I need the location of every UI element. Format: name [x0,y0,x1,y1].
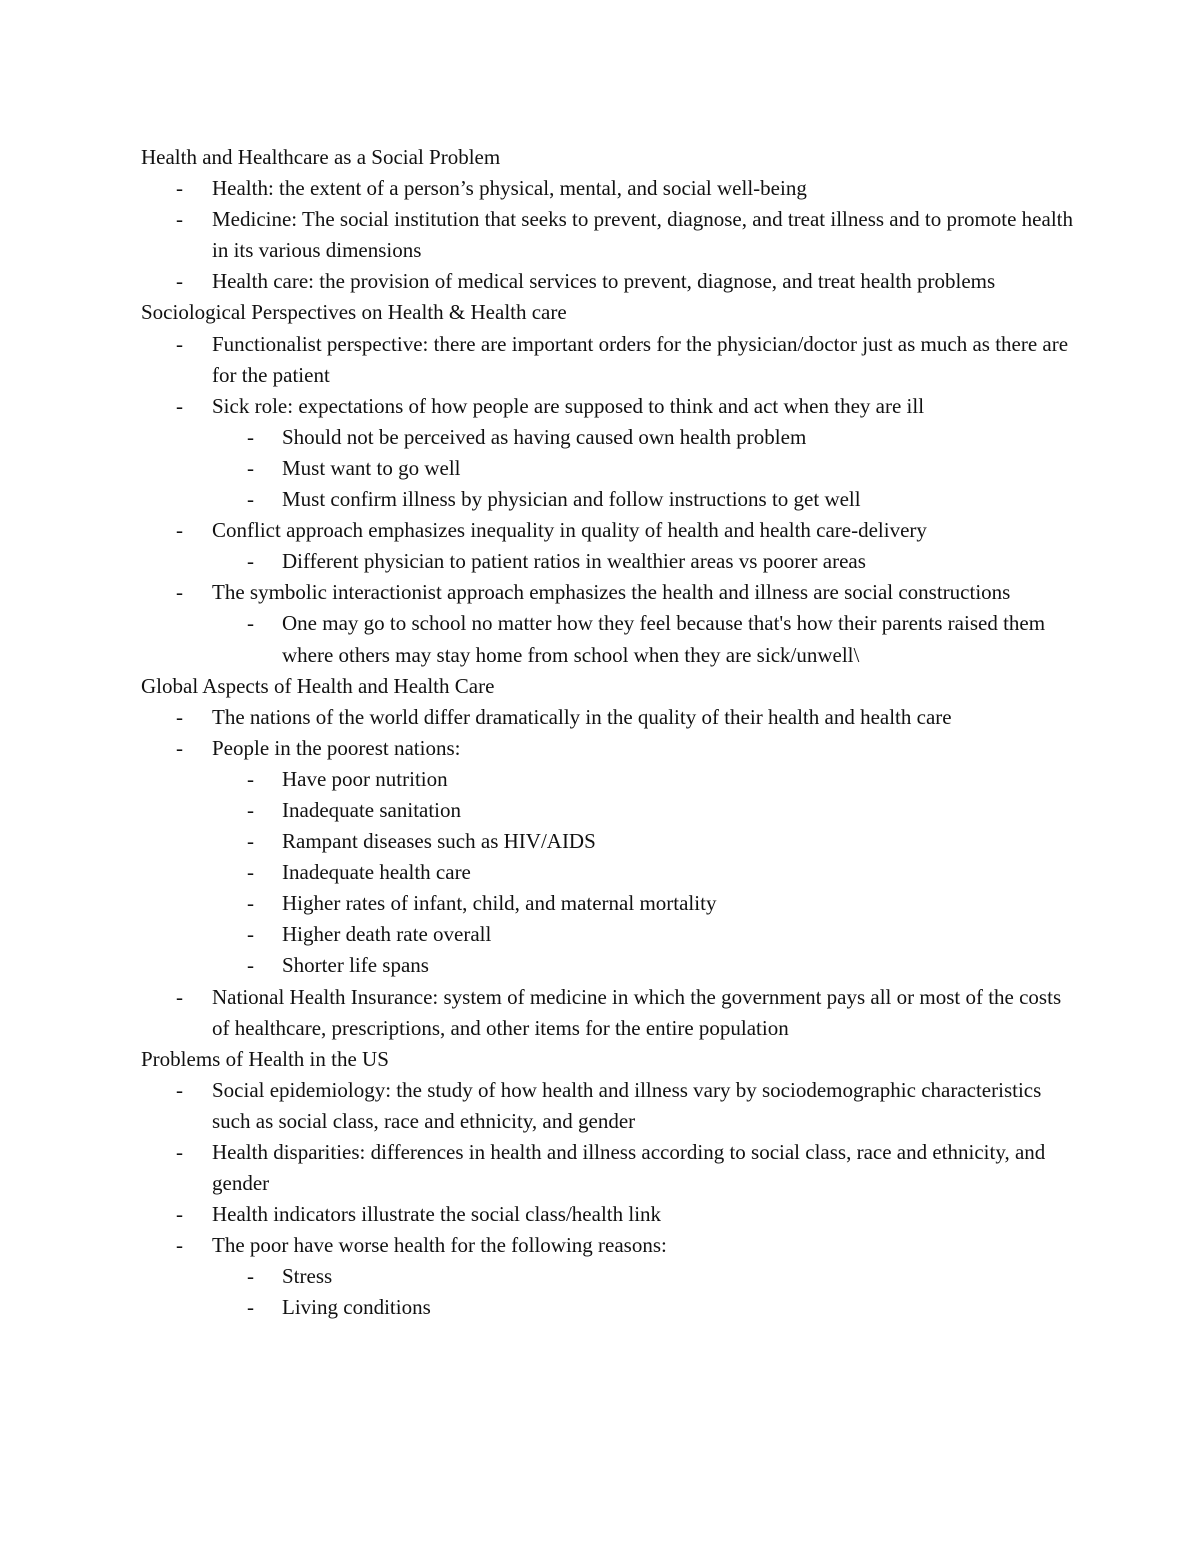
sub-list-item [141,826,1081,857]
list-item-text: Health care: the provision of medical services to prevent, diagnose, and treat health problems [212,269,996,294]
dash-bullet-icon: - [247,829,254,854]
dash-bullet-icon: - [176,735,183,760]
list-item [141,1230,1081,1261]
list-item-text: Have poor nutrition [282,766,448,791]
section [141,671,1081,1044]
list-item [141,329,1081,391]
list-item-text: Inadequate health care [282,860,471,885]
sub-list-item [141,422,1081,453]
sub-list-item [141,857,1081,888]
list-item-text: Health disparities: differences in health and illness according to social class, race and ethnicity, and gender [212,1140,1046,1196]
section-heading: Global Aspects of Health and Health Care [141,673,495,698]
dash-bullet-icon: - [247,1264,254,1289]
section-heading: Sociological Perspectives on Health & Health care [141,300,567,325]
list-item-text: Medicine: The social institution that seeks to prevent, diagnose, and treat illness and to promote health in its various dimensions [212,207,1073,263]
list-item-text: Rampant diseases such as HIV/AIDS [282,829,596,854]
list-item-text: The poor have worse health for the following reasons: [212,1233,667,1258]
dash-bullet-icon: - [247,1295,254,1320]
list-item-text: Higher rates of infant, child, and maternal mortality [282,891,717,916]
dash-bullet-icon: - [176,704,183,729]
list-item [141,733,1081,764]
list-item-text: Must confirm illness by physician and follow instructions to get well [282,487,861,512]
sub-list-item [141,950,1081,981]
list-item [141,204,1081,266]
sub-list-item [141,1261,1081,1292]
dash-bullet-icon: - [176,393,183,418]
list-item-text: The nations of the world differ dramatically in the quality of their health and health care [212,704,952,729]
list-item-text: Social epidemiology: the study of how health and illness vary by sociodemographic characteristics such as social class, race and ethnicity, and gender [212,1077,1042,1133]
list-item-text: Inadequate sanitation [282,797,462,822]
list-item-text: National Health Insurance: system of medicine in which the government pays all or most of the costs of healthcare, prescriptions, and other items for the entire population [212,984,1062,1040]
section [141,142,1081,297]
sub-list-item [141,764,1081,795]
sub-list-item [141,919,1081,950]
dash-bullet-icon: - [247,487,254,512]
section-heading: Health and Healthcare as a Social Problem [141,145,501,169]
dash-bullet-icon: - [176,518,183,543]
dash-bullet-icon: - [176,580,183,605]
dash-bullet-icon: - [176,1077,183,1102]
sub-list-item [141,484,1081,515]
dash-bullet-icon: - [247,953,254,978]
list-item-text: Conflict approach emphasizes inequality in quality of health and health care-delivery [212,518,927,543]
list-item [141,173,1081,204]
dash-bullet-icon: - [176,1202,183,1227]
sub-list-item [141,795,1081,826]
list-item [141,391,1081,422]
section [141,297,1081,670]
list-item [141,1137,1081,1199]
dash-bullet-icon: - [247,611,254,636]
list-item [141,1075,1081,1137]
list-item [141,1199,1081,1230]
dash-bullet-icon: - [247,455,254,480]
list-item-text: Stress [282,1264,333,1289]
sub-list-item [141,453,1081,484]
list-item-text: Sick role: expectations of how people are supposed to think and act when they are ill [212,393,925,418]
dash-bullet-icon: - [247,860,254,885]
section-heading: Problems of Health in the US [141,1046,389,1071]
document-body [141,142,1081,1324]
dash-bullet-icon: - [247,766,254,791]
list-item-text: Different physician to patient ratios in wealthier areas vs poorer areas [282,549,866,574]
dash-bullet-icon: - [247,424,254,449]
list-item-text: Shorter life spans [282,953,429,978]
list-item-text: Should not be perceived as having caused own health problem [282,424,807,449]
dash-bullet-icon: - [176,331,183,356]
list-item-text: Living conditions [282,1295,431,1320]
section [141,1044,1081,1324]
dash-bullet-icon: - [247,922,254,947]
list-item-text: Health indicators illustrate the social class/health link [212,1202,662,1227]
list-item-text: One may go to school no matter how they feel because that's how their parents raised them where others may stay home from school when they are sick/unwell\ [282,611,1046,667]
dash-bullet-icon: - [176,269,183,294]
list-item [141,982,1081,1044]
list-item-text: Health: the extent of a person’s physical, mental, and social well-being [212,176,807,201]
dash-bullet-icon: - [247,797,254,822]
list-item-text: Functionalist perspective: there are important orders for the physician/doctor just as much as there are for the patient [212,331,1069,387]
list-item-text: The symbolic interactionist approach emphasizes the health and illness are social constructions [212,580,1011,605]
dash-bullet-icon: - [247,549,254,574]
dash-bullet-icon: - [176,1140,183,1164]
list-item [141,515,1081,546]
dash-bullet-icon: - [176,207,183,232]
dash-bullet-icon: - [176,176,183,201]
sub-list-item [141,546,1081,577]
list-item [141,577,1081,608]
sub-list-item [141,1292,1081,1323]
dash-bullet-icon: - [176,1233,183,1258]
list-item [141,266,1081,297]
list-item-text: Must want to go well [282,455,461,480]
list-item-text: People in the poorest nations: [212,735,461,760]
dash-bullet-icon: - [176,984,183,1009]
list-item [141,702,1081,733]
list-item-text: Higher death rate overall [282,922,492,947]
dash-bullet-icon: - [247,891,254,916]
sub-list-item [141,608,1081,670]
sub-list-item [141,888,1081,919]
